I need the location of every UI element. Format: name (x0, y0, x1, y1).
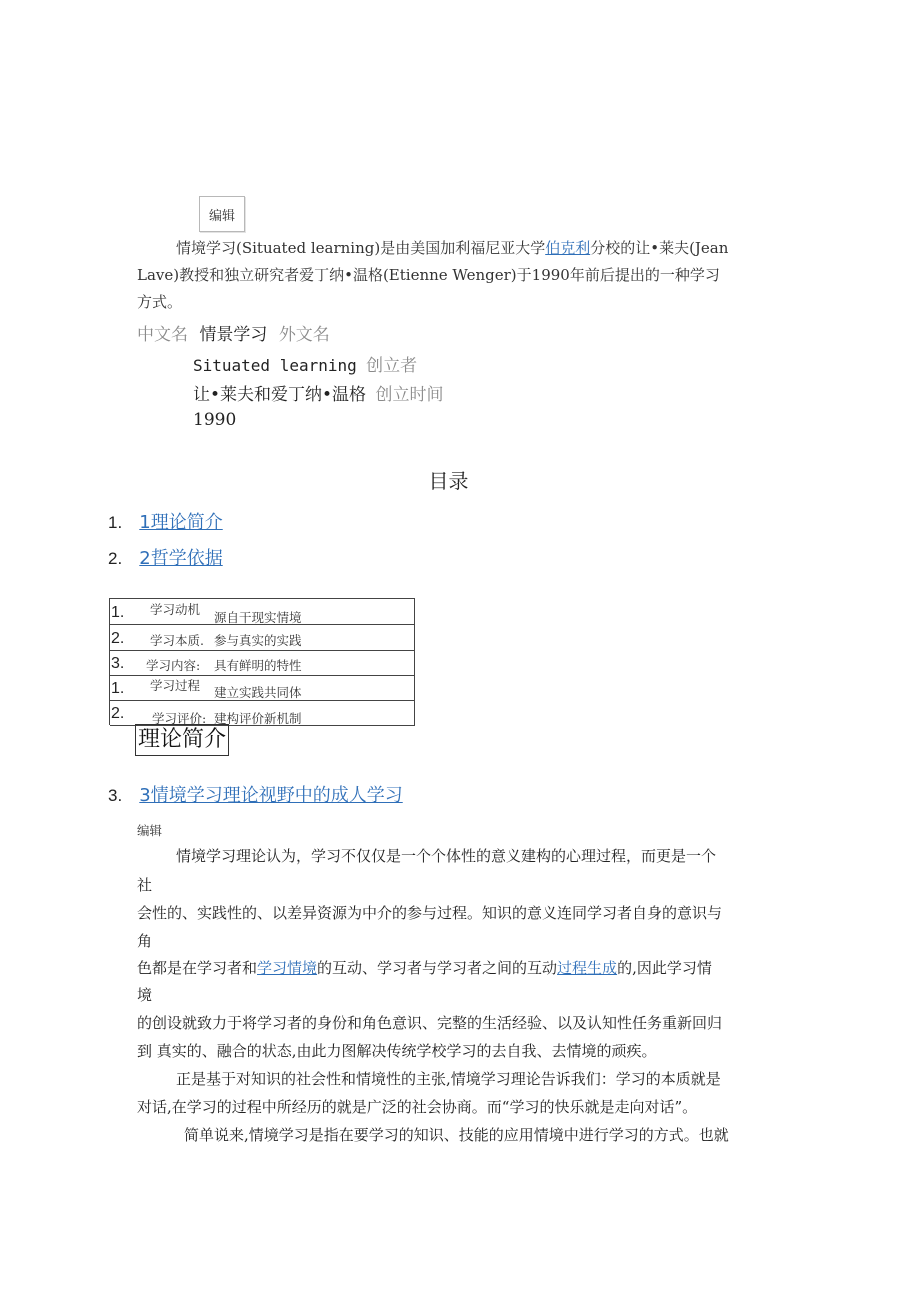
toc-num: 3. (108, 786, 123, 805)
chinese-name-value: 情景学习 (199, 325, 268, 345)
para-1-line: 境 (137, 986, 153, 1004)
toc-sub-item[interactable] (110, 625, 415, 651)
learning-context-link[interactable]: 学习情境 (257, 959, 318, 977)
info-row-2 (193, 351, 417, 376)
para-text: 的,因此学习情 (617, 959, 712, 977)
sub-desc: 源自干现实情境 (214, 610, 302, 625)
founder-label: 创立者 (366, 356, 418, 376)
process-generation-link[interactable]: 过程生成 (557, 959, 618, 977)
sub-label: 学习评价: (152, 711, 207, 726)
para-1-line: 情境学习理论认为，学习不仅仅是一个个体性的意义建构的心理过程，而更是一个 (176, 847, 717, 865)
berkeley-link[interactable]: 伯克利 (545, 239, 591, 257)
intro-text: 情境学习(Situated learning)是由美国加利福尼亚大学 (176, 239, 546, 257)
info-row-3 (193, 380, 443, 405)
intro-line-2: Lave)教授和独立研究者爱丁纳•温格(Etienne Wenger)于1990年前后提出的一种学习 (137, 266, 720, 284)
founder-value: 让•莱夫和爱丁纳•温格 (193, 385, 367, 405)
toc-item-1 (108, 508, 223, 534)
sub-num: 2. (111, 705, 125, 722)
toc-num: 1. (108, 513, 123, 532)
toc-sub-item[interactable] (110, 700, 415, 726)
sub-num: 3. (111, 655, 125, 672)
toc-link-theory[interactable]: 1理论简介 (139, 512, 223, 533)
para-1-line: 社 (137, 876, 153, 894)
toc-item-3 (108, 781, 403, 807)
sub-desc: 建构评价新机制 (214, 711, 302, 726)
sub-desc: 参与真实的实践 (214, 633, 302, 648)
intro-text: 分校的让•莱夫(Jean (590, 239, 729, 257)
para-1-line: 角 (137, 932, 153, 950)
intro-line-1 (176, 235, 728, 262)
sub-desc: 具有鲜明的特性 (214, 658, 302, 673)
intro-line-3: 方式。 (137, 293, 183, 311)
foreign-name-label: 外文名 (278, 325, 330, 345)
toc-sub-item[interactable] (110, 599, 415, 625)
para-2-line: 正是基于对知识的社会性和情境性的主张,情境学习理论告诉我们：学习的本质就是 (176, 1070, 721, 1088)
sub-label: 学习动机 (150, 602, 201, 617)
foreign-name-value: Situated learning (193, 356, 357, 375)
toc-sub-item[interactable] (110, 650, 415, 676)
sub-desc: 建立实践共同体 (214, 685, 302, 700)
toc-link-adult-learning[interactable]: 3情境学习理论视野中的成人学习 (139, 785, 403, 806)
section-edit-link[interactable]: 编辑 (137, 823, 163, 838)
section-heading: 理论简介 (135, 724, 229, 756)
chinese-name-label: 中文名 (137, 325, 188, 345)
para-text: 的互动、学习者与学习者之间的互动 (317, 959, 558, 977)
created-label: 创立时间 (375, 385, 444, 405)
toc-num: 2. (108, 549, 123, 568)
para-text: 色都是在学习者和 (137, 959, 258, 977)
sub-label: 学习过程 (150, 678, 201, 693)
sub-label: 学习内容: (146, 658, 201, 673)
sub-label: 学习本质. (150, 633, 204, 648)
created-value: 1990 (193, 410, 237, 430)
toc-item-2 (108, 544, 223, 570)
toc-link-philosophy[interactable]: 2哲学依据 (139, 548, 223, 569)
edit-button[interactable]: 编辑 (199, 196, 245, 232)
sub-num: 1. (111, 680, 125, 697)
para-1-line: 到 真实的、融合的状态,由此力图解决传统学校学习的去自我、去情境的顽疾。 (137, 1042, 657, 1060)
para-2-line: 对话,在学习的过程中所经历的就是广泛的社会协商。而“学习的快乐就是走向对话”。 (137, 1098, 698, 1116)
sub-num: 1. (111, 604, 125, 621)
info-row-1 (137, 320, 330, 345)
para-1-line (137, 957, 712, 978)
toc-sub-item[interactable] (110, 675, 415, 701)
toc-title: 目录 (428, 469, 469, 493)
sub-num: 2. (111, 630, 125, 647)
para-1-line: 会性的、实践性的、以差异资源为中介的参与过程。知识的意义连同学习者自身的意识与 (137, 904, 723, 922)
toc-sub-table (109, 598, 415, 725)
para-3-line: 简单说来,情境学习是指在要学习的知识、技能的应用情境中进行学习的方式。也就 (184, 1126, 729, 1144)
para-1-line: 的创设就致力于将学习者的身份和角色意识、完整的生活经验、以及认知性任务重新回归 (137, 1014, 723, 1032)
